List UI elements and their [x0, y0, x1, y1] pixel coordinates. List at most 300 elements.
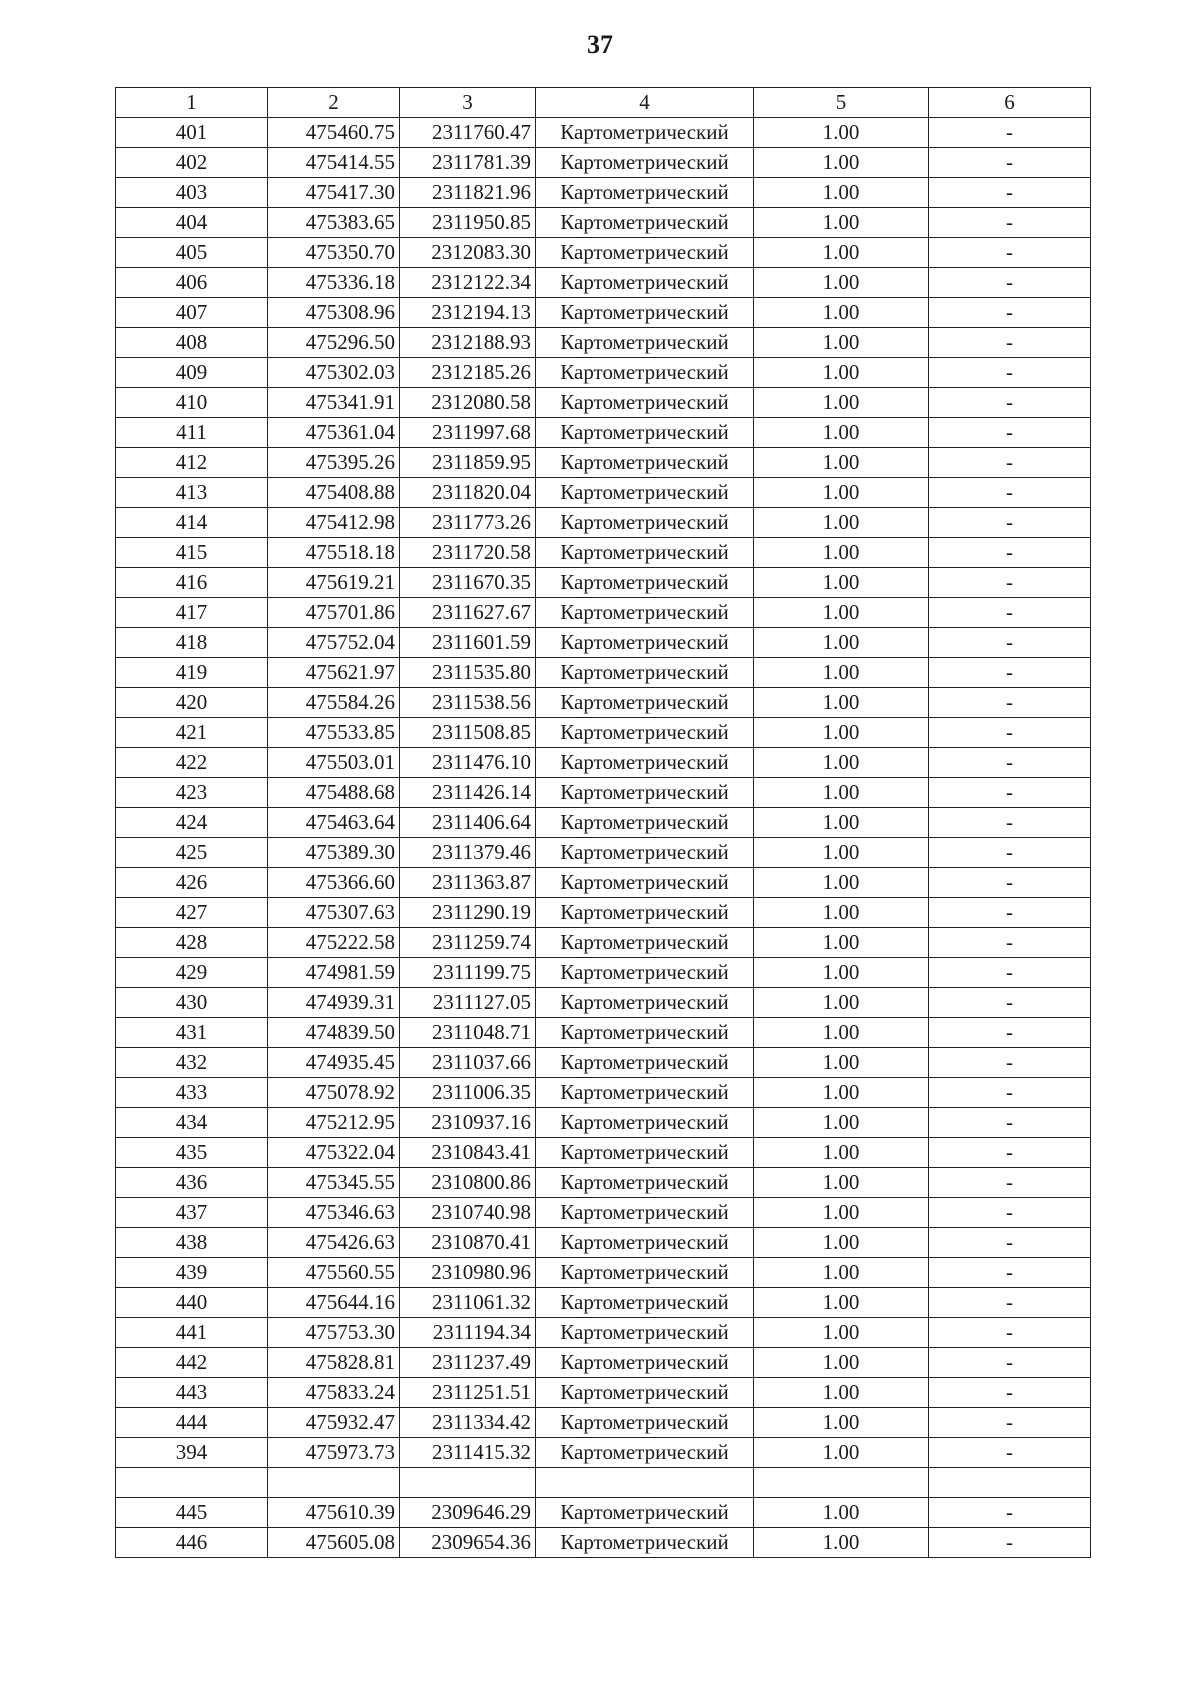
note-cell: - [929, 1408, 1091, 1438]
table-row [116, 1288, 1091, 1318]
accuracy-cell: 1.00 [754, 748, 929, 778]
x-coordinate-cell: 475518.18 [268, 538, 400, 568]
column-header: 2 [268, 88, 400, 118]
y-coordinate-cell: 2311426.14 [400, 778, 536, 808]
x-coordinate-cell: 474981.59 [268, 958, 400, 988]
note-cell: - [929, 328, 1091, 358]
table-row [116, 988, 1091, 1018]
x-coordinate-cell: 475610.39 [268, 1498, 400, 1528]
table-row [116, 958, 1091, 988]
accuracy-cell: 1.00 [754, 508, 929, 538]
x-coordinate-cell: 475488.68 [268, 778, 400, 808]
accuracy-cell: 1.00 [754, 1228, 929, 1258]
x-coordinate-cell: 475621.97 [268, 658, 400, 688]
x-coordinate-cell: 475212.95 [268, 1108, 400, 1138]
note-cell: - [929, 298, 1091, 328]
note-cell: - [929, 658, 1091, 688]
table-row [116, 808, 1091, 838]
y-coordinate-cell: 2311538.56 [400, 688, 536, 718]
table-row [116, 1048, 1091, 1078]
note-cell: - [929, 898, 1091, 928]
accuracy-cell: 1.00 [754, 1048, 929, 1078]
y-coordinate-cell: 2311476.10 [400, 748, 536, 778]
y-coordinate-cell: 2312083.30 [400, 238, 536, 268]
accuracy-cell: 1.00 [754, 628, 929, 658]
method-cell: Картометрический [536, 448, 754, 478]
x-coordinate-cell: 475533.85 [268, 718, 400, 748]
x-coordinate-cell: 475414.55 [268, 148, 400, 178]
method-cell: Картометрический [536, 868, 754, 898]
method-cell: Картометрический [536, 1528, 754, 1558]
y-coordinate-cell: 2309654.36 [400, 1528, 536, 1558]
method-cell: Картометрический [536, 1318, 754, 1348]
note-cell: - [929, 1258, 1091, 1288]
x-coordinate-cell: 475322.04 [268, 1138, 400, 1168]
x-coordinate-cell: 475302.03 [268, 358, 400, 388]
table-row [116, 1168, 1091, 1198]
accuracy-cell: 1.00 [754, 688, 929, 718]
x-coordinate-cell: 475222.58 [268, 928, 400, 958]
y-coordinate-cell: 2312080.58 [400, 388, 536, 418]
point-number-cell: 423 [116, 778, 268, 808]
point-number-cell: 405 [116, 238, 268, 268]
point-number-cell: 408 [116, 328, 268, 358]
accuracy-cell: 1.00 [754, 178, 929, 208]
point-number-cell: 430 [116, 988, 268, 1018]
accuracy-cell: 1.00 [754, 238, 929, 268]
table-row [116, 208, 1091, 238]
x-coordinate-cell: 475395.26 [268, 448, 400, 478]
table-row [116, 1528, 1091, 1558]
method-cell: Картометрический [536, 388, 754, 418]
point-number-cell: 421 [116, 718, 268, 748]
accuracy-cell: 1.00 [754, 808, 929, 838]
point-number-cell: 427 [116, 898, 268, 928]
table-row [116, 1408, 1091, 1438]
table-row [116, 778, 1091, 808]
note-cell: - [929, 1048, 1091, 1078]
table-row [116, 1138, 1091, 1168]
accuracy-cell: 1.00 [754, 1198, 929, 1228]
method-cell: Картометрический [536, 1288, 754, 1318]
method-cell [536, 1468, 754, 1498]
table-row [116, 148, 1091, 178]
point-number-cell: 416 [116, 568, 268, 598]
accuracy-cell: 1.00 [754, 568, 929, 598]
method-cell: Картометрический [536, 898, 754, 928]
table-row [116, 838, 1091, 868]
table-row [116, 1228, 1091, 1258]
table-row [116, 508, 1091, 538]
accuracy-cell: 1.00 [754, 778, 929, 808]
column-header: 5 [754, 88, 929, 118]
x-coordinate-cell: 475619.21 [268, 568, 400, 598]
note-cell: - [929, 688, 1091, 718]
accuracy-cell: 1.00 [754, 898, 929, 928]
x-coordinate-cell: 475753.30 [268, 1318, 400, 1348]
method-cell: Картометрический [536, 1018, 754, 1048]
accuracy-cell: 1.00 [754, 598, 929, 628]
note-cell: - [929, 418, 1091, 448]
method-cell: Картометрический [536, 568, 754, 598]
y-coordinate-cell: 2311251.51 [400, 1378, 536, 1408]
y-coordinate-cell: 2311290.19 [400, 898, 536, 928]
note-cell: - [929, 1438, 1091, 1468]
method-cell: Картометрический [536, 478, 754, 508]
y-coordinate-cell: 2311237.49 [400, 1348, 536, 1378]
point-number-cell: 422 [116, 748, 268, 778]
note-cell: - [929, 1378, 1091, 1408]
accuracy-cell: 1.00 [754, 988, 929, 1018]
table-row [116, 658, 1091, 688]
accuracy-cell: 1.00 [754, 928, 929, 958]
point-number-cell: 394 [116, 1438, 268, 1468]
y-coordinate-cell: 2312194.13 [400, 298, 536, 328]
table-body [116, 118, 1091, 1558]
method-cell: Картометрический [536, 988, 754, 1018]
y-coordinate-cell: 2312185.26 [400, 358, 536, 388]
point-number-cell: 409 [116, 358, 268, 388]
note-cell: - [929, 628, 1091, 658]
point-number-cell: 419 [116, 658, 268, 688]
x-coordinate-cell: 475366.60 [268, 868, 400, 898]
point-number-cell: 443 [116, 1378, 268, 1408]
note-cell: - [929, 358, 1091, 388]
table-row [116, 718, 1091, 748]
x-coordinate-cell: 475350.70 [268, 238, 400, 268]
note-cell: - [929, 1348, 1091, 1378]
point-number-cell: 406 [116, 268, 268, 298]
point-number-cell: 429 [116, 958, 268, 988]
accuracy-cell: 1.00 [754, 268, 929, 298]
accuracy-cell: 1.00 [754, 118, 929, 148]
method-cell: Картометрический [536, 268, 754, 298]
y-coordinate-cell: 2311363.87 [400, 868, 536, 898]
note-cell: - [929, 208, 1091, 238]
accuracy-cell: 1.00 [754, 1348, 929, 1378]
note-cell: - [929, 1168, 1091, 1198]
y-coordinate-cell: 2310937.16 [400, 1108, 536, 1138]
y-coordinate-cell: 2311259.74 [400, 928, 536, 958]
note-cell: - [929, 538, 1091, 568]
x-coordinate-cell: 475932.47 [268, 1408, 400, 1438]
y-coordinate-cell: 2311821.96 [400, 178, 536, 208]
note-cell: - [929, 448, 1091, 478]
method-cell: Картометрический [536, 118, 754, 148]
accuracy-cell: 1.00 [754, 418, 929, 448]
table-row [116, 1348, 1091, 1378]
note-cell: - [929, 1108, 1091, 1138]
note-cell: - [929, 868, 1091, 898]
x-coordinate-cell: 475833.24 [268, 1378, 400, 1408]
method-cell: Картометрический [536, 1078, 754, 1108]
method-cell: Картометрический [536, 508, 754, 538]
y-coordinate-cell: 2310800.86 [400, 1168, 536, 1198]
y-coordinate-cell: 2311950.85 [400, 208, 536, 238]
column-header: 4 [536, 88, 754, 118]
accuracy-cell: 1.00 [754, 328, 929, 358]
x-coordinate-cell: 475752.04 [268, 628, 400, 658]
method-cell: Картометрический [536, 1198, 754, 1228]
note-cell: - [929, 808, 1091, 838]
point-number-cell: 431 [116, 1018, 268, 1048]
table-row [116, 178, 1091, 208]
point-number-cell: 402 [116, 148, 268, 178]
method-cell: Картометрический [536, 658, 754, 688]
x-coordinate-cell: 475361.04 [268, 418, 400, 448]
note-cell: - [929, 1018, 1091, 1048]
x-coordinate-cell: 475336.18 [268, 268, 400, 298]
table-row [116, 268, 1091, 298]
method-cell: Картометрический [536, 1228, 754, 1258]
table-row [116, 748, 1091, 778]
y-coordinate-cell: 2311820.04 [400, 478, 536, 508]
note-cell: - [929, 568, 1091, 598]
accuracy-cell: 1.00 [754, 1078, 929, 1108]
y-coordinate-cell: 2311199.75 [400, 958, 536, 988]
method-cell: Картометрический [536, 958, 754, 988]
y-coordinate-cell: 2311194.34 [400, 1318, 536, 1348]
point-number-cell: 420 [116, 688, 268, 718]
method-cell: Картометрический [536, 358, 754, 388]
accuracy-cell: 1.00 [754, 358, 929, 388]
point-number-cell: 410 [116, 388, 268, 418]
y-coordinate-cell: 2311720.58 [400, 538, 536, 568]
table-row [116, 238, 1091, 268]
table-row [116, 1258, 1091, 1288]
note-cell: - [929, 958, 1091, 988]
note-cell: - [929, 268, 1091, 298]
column-header: 6 [929, 88, 1091, 118]
point-number-cell: 412 [116, 448, 268, 478]
point-number-cell: 438 [116, 1228, 268, 1258]
method-cell: Картометрический [536, 1168, 754, 1198]
x-coordinate-cell: 475426.63 [268, 1228, 400, 1258]
y-coordinate-cell: 2311859.95 [400, 448, 536, 478]
point-number-cell [116, 1468, 268, 1498]
method-cell: Картометрический [536, 1138, 754, 1168]
accuracy-cell: 1.00 [754, 658, 929, 688]
table-row [116, 1438, 1091, 1468]
point-number-cell: 418 [116, 628, 268, 658]
method-cell: Картометрический [536, 208, 754, 238]
method-cell: Картометрический [536, 1348, 754, 1378]
x-coordinate-cell: 475345.55 [268, 1168, 400, 1198]
table-header-row [116, 88, 1091, 118]
y-coordinate-cell: 2311670.35 [400, 568, 536, 598]
y-coordinate-cell: 2311061.32 [400, 1288, 536, 1318]
point-number-cell: 434 [116, 1108, 268, 1138]
y-coordinate-cell: 2311048.71 [400, 1018, 536, 1048]
table-row [116, 1378, 1091, 1408]
method-cell: Картометрический [536, 808, 754, 838]
table-row [116, 688, 1091, 718]
x-coordinate-cell: 475078.92 [268, 1078, 400, 1108]
x-coordinate-cell: 475460.75 [268, 118, 400, 148]
accuracy-cell: 1.00 [754, 1408, 929, 1438]
point-number-cell: 424 [116, 808, 268, 838]
table-row [116, 1318, 1091, 1348]
method-cell: Картометрический [536, 1108, 754, 1138]
y-coordinate-cell [400, 1468, 536, 1498]
note-cell: - [929, 1528, 1091, 1558]
point-number-cell: 413 [116, 478, 268, 508]
note-cell: - [929, 1498, 1091, 1528]
note-cell: - [929, 148, 1091, 178]
note-cell: - [929, 178, 1091, 208]
method-cell: Картометрический [536, 1258, 754, 1288]
y-coordinate-cell: 2311781.39 [400, 148, 536, 178]
accuracy-cell: 1.00 [754, 1288, 929, 1318]
y-coordinate-cell: 2311037.66 [400, 1048, 536, 1078]
note-cell: - [929, 988, 1091, 1018]
table-row [116, 298, 1091, 328]
table-row [116, 898, 1091, 928]
note-cell: - [929, 1228, 1091, 1258]
table-row [116, 1078, 1091, 1108]
y-coordinate-cell: 2311535.80 [400, 658, 536, 688]
point-number-cell: 445 [116, 1498, 268, 1528]
column-header: 3 [400, 88, 536, 118]
method-cell: Картометрический [536, 748, 754, 778]
table-row [116, 1468, 1091, 1498]
point-number-cell: 446 [116, 1528, 268, 1558]
x-coordinate-cell: 475383.65 [268, 208, 400, 238]
point-number-cell: 428 [116, 928, 268, 958]
x-coordinate-cell: 474939.31 [268, 988, 400, 1018]
table-row [116, 1018, 1091, 1048]
x-coordinate-cell: 475503.01 [268, 748, 400, 778]
y-coordinate-cell: 2311379.46 [400, 838, 536, 868]
point-number-cell: 442 [116, 1348, 268, 1378]
table-row [116, 328, 1091, 358]
x-coordinate-cell: 475408.88 [268, 478, 400, 508]
x-coordinate-cell: 475296.50 [268, 328, 400, 358]
x-coordinate-cell: 475412.98 [268, 508, 400, 538]
accuracy-cell: 1.00 [754, 298, 929, 328]
point-number-cell: 444 [116, 1408, 268, 1438]
method-cell: Картометрический [536, 838, 754, 868]
y-coordinate-cell: 2310870.41 [400, 1228, 536, 1258]
point-number-cell: 432 [116, 1048, 268, 1078]
x-coordinate-cell: 475828.81 [268, 1348, 400, 1378]
accuracy-cell: 1.00 [754, 1498, 929, 1528]
accuracy-cell: 1.00 [754, 388, 929, 418]
accuracy-cell: 1.00 [754, 1378, 929, 1408]
table-row [116, 928, 1091, 958]
x-coordinate-cell: 475605.08 [268, 1528, 400, 1558]
y-coordinate-cell: 2311334.42 [400, 1408, 536, 1438]
x-coordinate-cell: 475644.16 [268, 1288, 400, 1318]
accuracy-cell: 1.00 [754, 1168, 929, 1198]
table-row [116, 478, 1091, 508]
x-coordinate-cell: 475307.63 [268, 898, 400, 928]
x-coordinate-cell: 475308.96 [268, 298, 400, 328]
note-cell [929, 1468, 1091, 1498]
y-coordinate-cell: 2309646.29 [400, 1498, 536, 1528]
x-coordinate-cell: 475417.30 [268, 178, 400, 208]
note-cell: - [929, 238, 1091, 268]
method-cell: Картометрический [536, 1498, 754, 1528]
table-row [116, 538, 1091, 568]
note-cell: - [929, 748, 1091, 778]
method-cell: Картометрический [536, 778, 754, 808]
table-row [116, 358, 1091, 388]
table-row [116, 388, 1091, 418]
method-cell: Картометрический [536, 1438, 754, 1468]
point-number-cell: 437 [116, 1198, 268, 1228]
method-cell: Картометрический [536, 688, 754, 718]
accuracy-cell: 1.00 [754, 958, 929, 988]
note-cell: - [929, 388, 1091, 418]
table-row [116, 568, 1091, 598]
note-cell: - [929, 928, 1091, 958]
note-cell: - [929, 1318, 1091, 1348]
point-number-cell: 407 [116, 298, 268, 328]
x-coordinate-cell: 474935.45 [268, 1048, 400, 1078]
note-cell: - [929, 838, 1091, 868]
accuracy-cell: 1.00 [754, 148, 929, 178]
table-row [116, 1498, 1091, 1528]
method-cell: Картометрический [536, 328, 754, 358]
accuracy-cell: 1.00 [754, 838, 929, 868]
table-row [116, 1198, 1091, 1228]
point-number-cell: 425 [116, 838, 268, 868]
method-cell: Картометрический [536, 598, 754, 628]
y-coordinate-cell: 2311627.67 [400, 598, 536, 628]
point-number-cell: 417 [116, 598, 268, 628]
y-coordinate-cell: 2312188.93 [400, 328, 536, 358]
column-header: 1 [116, 88, 268, 118]
coordinates-table [115, 87, 1091, 1558]
x-coordinate-cell: 475584.26 [268, 688, 400, 718]
table-row [116, 418, 1091, 448]
x-coordinate-cell: 475463.64 [268, 808, 400, 838]
x-coordinate-cell: 475341.91 [268, 388, 400, 418]
accuracy-cell: 1.00 [754, 208, 929, 238]
table-row [116, 598, 1091, 628]
accuracy-cell: 1.00 [754, 1258, 929, 1288]
y-coordinate-cell: 2310740.98 [400, 1198, 536, 1228]
method-cell: Картометрический [536, 1048, 754, 1078]
x-coordinate-cell: 475389.30 [268, 838, 400, 868]
method-cell: Картометрический [536, 928, 754, 958]
point-number-cell: 440 [116, 1288, 268, 1318]
note-cell: - [929, 1138, 1091, 1168]
method-cell: Картометрический [536, 238, 754, 268]
page-number: 37 [587, 30, 613, 59]
method-cell: Картометрический [536, 178, 754, 208]
note-cell: - [929, 778, 1091, 808]
point-number-cell: 401 [116, 118, 268, 148]
method-cell: Картометрический [536, 1408, 754, 1438]
accuracy-cell: 1.00 [754, 1108, 929, 1138]
accuracy-cell: 1.00 [754, 448, 929, 478]
accuracy-cell: 1.00 [754, 538, 929, 568]
accuracy-cell: 1.00 [754, 868, 929, 898]
accuracy-cell: 1.00 [754, 1138, 929, 1168]
y-coordinate-cell: 2311997.68 [400, 418, 536, 448]
method-cell: Картометрический [536, 418, 754, 448]
accuracy-cell: 1.00 [754, 1528, 929, 1558]
y-coordinate-cell: 2311601.59 [400, 628, 536, 658]
method-cell: Картометрический [536, 1378, 754, 1408]
y-coordinate-cell: 2311006.35 [400, 1078, 536, 1108]
x-coordinate-cell: 475701.86 [268, 598, 400, 628]
accuracy-cell: 1.00 [754, 1438, 929, 1468]
point-number-cell: 404 [116, 208, 268, 238]
point-number-cell: 441 [116, 1318, 268, 1348]
